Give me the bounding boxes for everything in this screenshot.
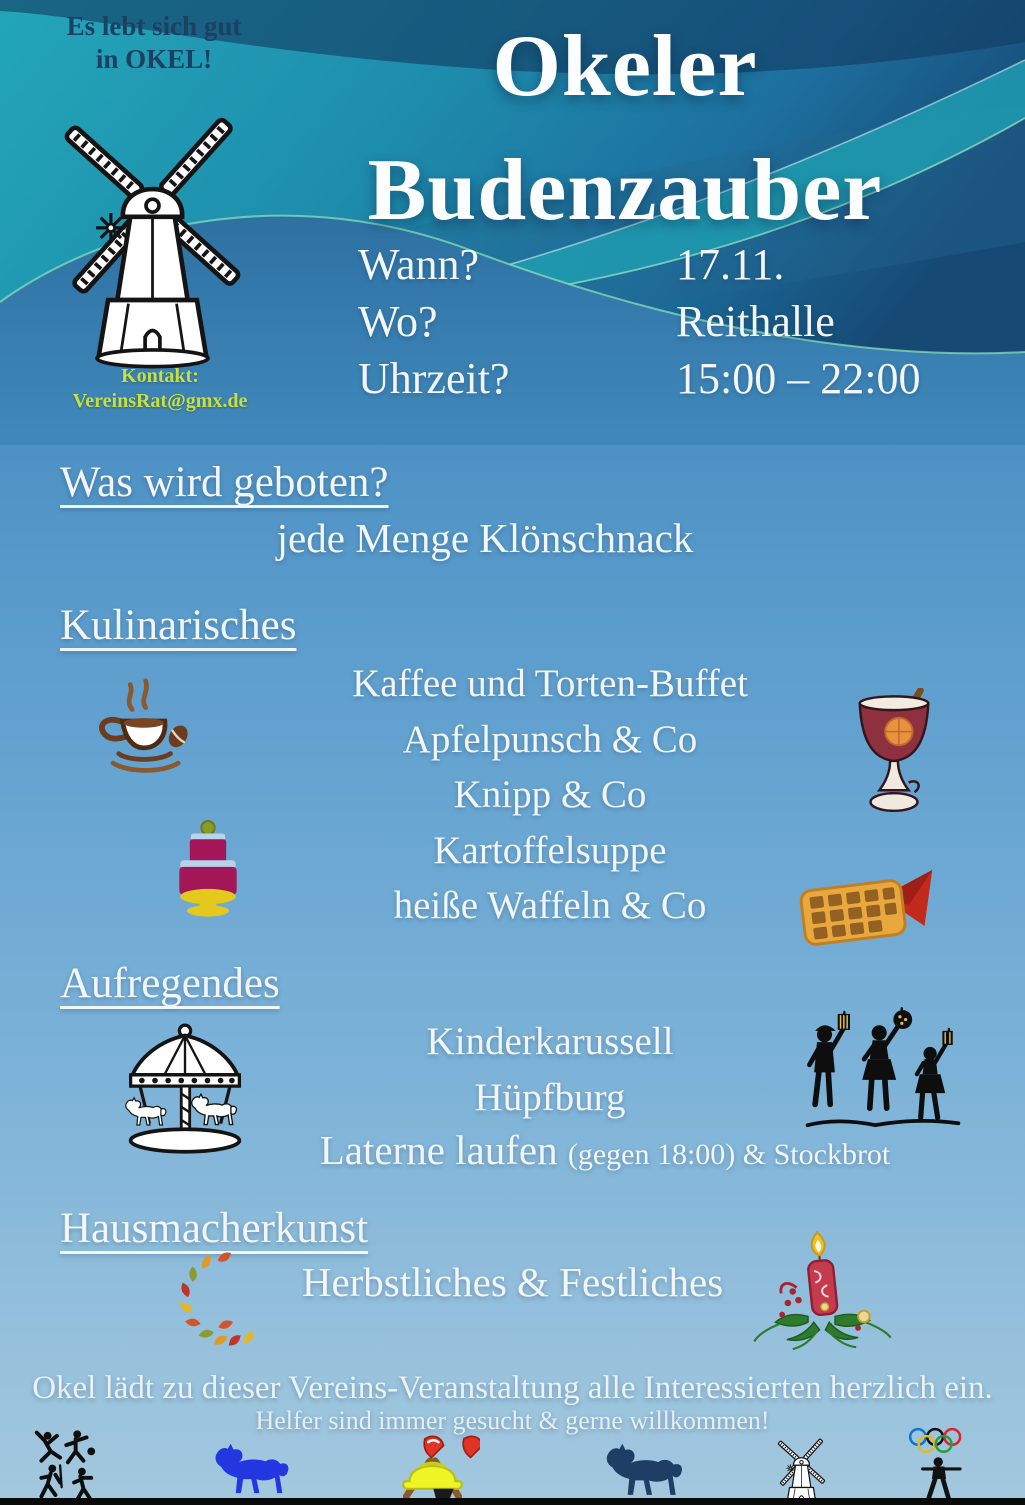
exciting-item: Hüpfburg — [474, 1075, 626, 1119]
event-row-where — [358, 293, 958, 350]
contact-label: Kontakt: — [121, 365, 199, 387]
culinary-heading: Kulinarisches — [60, 602, 297, 649]
badge-line2: in OKEL! — [95, 44, 213, 74]
time-value: 15:00 – 22:00 — [676, 354, 921, 403]
bottom-bar — [0, 1498, 1025, 1505]
cake-icon — [165, 812, 251, 918]
event-row-time — [358, 350, 958, 407]
culinary-item: Kaffee und Torten-Buffet — [352, 662, 748, 705]
coffee-icon — [90, 672, 205, 794]
punch-glass-icon — [850, 688, 938, 828]
where-value: Reithalle — [676, 297, 835, 346]
fire-helmet-icon — [385, 1432, 480, 1504]
contact-email: VereinsRat@gmx.de — [72, 390, 248, 412]
time-label: Uhrzeit? — [358, 354, 510, 403]
when-value: 17.11. — [676, 240, 785, 289]
where-label: Wo? — [358, 297, 438, 346]
lantern-main: Laterne laufen — [319, 1127, 568, 1173]
when-label: Wann? — [358, 240, 480, 289]
olympic-shooter-icon — [898, 1426, 980, 1504]
poster-title-line1: Okeler — [492, 18, 758, 115]
lantern-children-icon — [800, 1006, 965, 1134]
footer-helpers: Helfer sind immer gesucht & gerne willkommen! — [255, 1406, 770, 1435]
offerings-heading: Was wird geboten? — [60, 459, 389, 506]
culinary-item: Apfelpunsch & Co — [402, 717, 698, 761]
autumn-leaves-icon — [170, 1252, 275, 1350]
windmill-small-icon — [768, 1428, 848, 1504]
footer-invitation: Okel lädt zu dieser Vereins-Veranstaltung alle Interessierten herzlich ein. — [32, 1370, 993, 1406]
culinary-item: heiße Waffeln & Co — [393, 884, 707, 927]
lantern-detail: (gegen 18:00) & Stockbrot — [567, 1138, 891, 1171]
carousel-icon — [110, 1022, 260, 1154]
horse-navy-icon — [600, 1440, 695, 1504]
culinary-item: Kartoffelsuppe — [433, 828, 667, 872]
candle-icon — [750, 1228, 895, 1353]
waffle-icon — [795, 848, 940, 948]
homemade-item: Herbstliches & Festliches — [301, 1259, 724, 1305]
horse-blue-icon — [210, 1440, 300, 1502]
badge-line1: Es lebt sich gut — [66, 11, 242, 41]
windmill-icon — [60, 78, 245, 374]
event-row-when — [358, 236, 958, 293]
offerings-subline: jede Menge Klönschnack — [276, 515, 694, 561]
exciting-heading: Aufregendes — [60, 960, 280, 1007]
homemade-heading: Hausmacherkunst — [60, 1205, 369, 1252]
exciting-item: Kinderkarussell — [426, 1020, 674, 1063]
contact-block — [20, 364, 300, 414]
poster-title-line2: Budenzauber — [367, 142, 883, 239]
acrobats-icon — [25, 1428, 117, 1502]
event-details — [358, 236, 958, 407]
culinary-item: Knipp & Co — [453, 773, 647, 816]
